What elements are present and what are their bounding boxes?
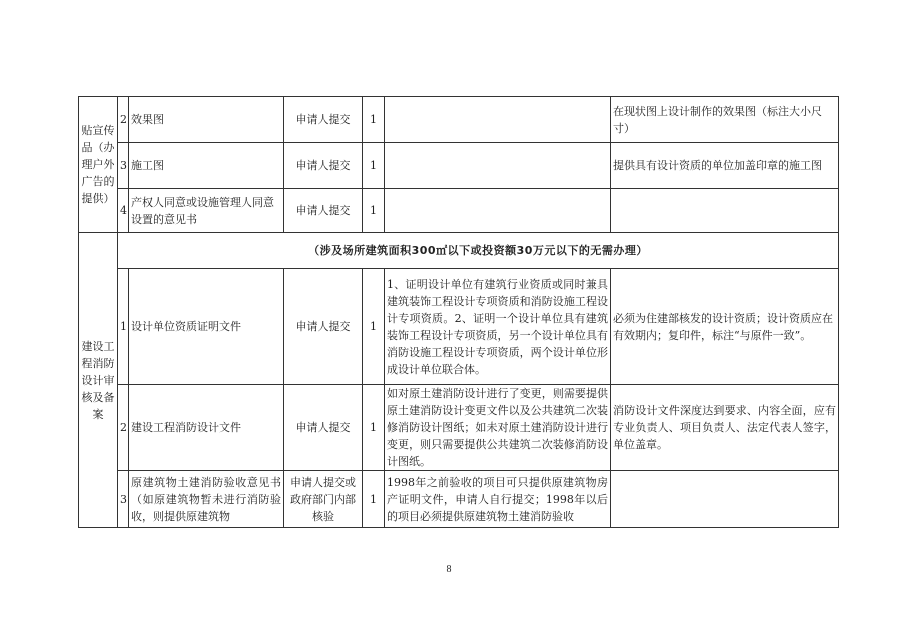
material-name: 设计单位资质证明文件	[129, 269, 284, 385]
material-name: 产权人同意或设施管理人同意设置的意见书	[129, 189, 284, 233]
quantity: 1	[363, 143, 385, 189]
requirement	[385, 143, 611, 189]
quantity: 1	[363, 189, 385, 233]
material-name: 原建筑物土建消防验收意见书（如原建筑物暂未进行消防验收，则提供原建筑物	[129, 471, 284, 528]
note	[611, 189, 839, 233]
submitter: 申请人提交	[284, 269, 363, 385]
material-name: 效果图	[129, 97, 284, 143]
table-row	[79, 233, 839, 269]
quantity: 1	[363, 269, 385, 385]
note	[611, 471, 839, 528]
requirement	[385, 97, 611, 143]
row-number: 4	[118, 189, 129, 233]
material-name: 建设工程消防设计文件	[129, 385, 284, 471]
quantity: 1	[363, 385, 385, 471]
submitter: 申请人提交	[284, 189, 363, 233]
material-name: 施工图	[129, 143, 284, 189]
requirement: 1998年之前验收的项目可只提供原建筑物房产证明文件，申请人自行提交；1998年以后的项目必须提供原建筑物土建消防验收	[385, 471, 611, 528]
table-row	[79, 471, 839, 528]
table-row	[79, 189, 839, 233]
quantity: 1	[363, 97, 385, 143]
requirement: 1、证明设计单位有建筑行业资质或同时兼具建筑装饰工程设计专项资质和消防设施工程设计专项资质。2、证明一个设计单位具有建筑装饰工程设计专项资质，另一个设计单位具有消防设施工程设计专项资质，两个设计单位形成设计单位联合体。	[385, 269, 611, 385]
row-number: 3	[118, 471, 129, 528]
page-number: 8	[446, 564, 452, 575]
row-number: 2	[118, 97, 129, 143]
submitter: 申请人提交	[284, 97, 363, 143]
note: 消防设计文件深度达到要求、内容全面，应有专业负责人、项目负责人、法定代表人签字，单位盖章。	[611, 385, 839, 471]
table-row	[79, 143, 839, 189]
quantity: 1	[363, 471, 385, 528]
materials-table	[78, 96, 839, 528]
note: 在现状图上设计制作的效果图（标注大小尺寸）	[611, 97, 839, 143]
section-banner: （涉及场所建筑面积300㎡以下或投资额30万元以下的无需办理）	[118, 233, 839, 269]
row-number: 2	[118, 385, 129, 471]
category-cell: 建设工程消防设计审核及备案	[79, 233, 118, 528]
submitter: 申请人提交	[284, 385, 363, 471]
row-number: 1	[118, 269, 129, 385]
submitter: 申请人提交	[284, 143, 363, 189]
note: 必须为住建部核发的设计资质；设计资质应在有效期内；复印件，标注“与原件一致”。	[611, 269, 839, 385]
note: 提供具有设计资质的单位加盖印章的施工图	[611, 143, 839, 189]
row-number: 3	[118, 143, 129, 189]
table-row	[79, 97, 839, 143]
table-row	[79, 385, 839, 471]
requirement: 如对原土建消防设计进行了变更，则需要提供原土建消防设计变更文件以及公共建筑二次装修消防设计图纸；如未对原土建消防设计进行变更，则只需要提供公共建筑二次装修消防设计图纸。	[385, 385, 611, 471]
requirement	[385, 189, 611, 233]
table-row	[79, 269, 839, 385]
category-cell: 贴宣传品（办理户外广告的提供）	[79, 97, 118, 233]
submitter: 申请人提交或政府部门内部核验	[284, 471, 363, 528]
